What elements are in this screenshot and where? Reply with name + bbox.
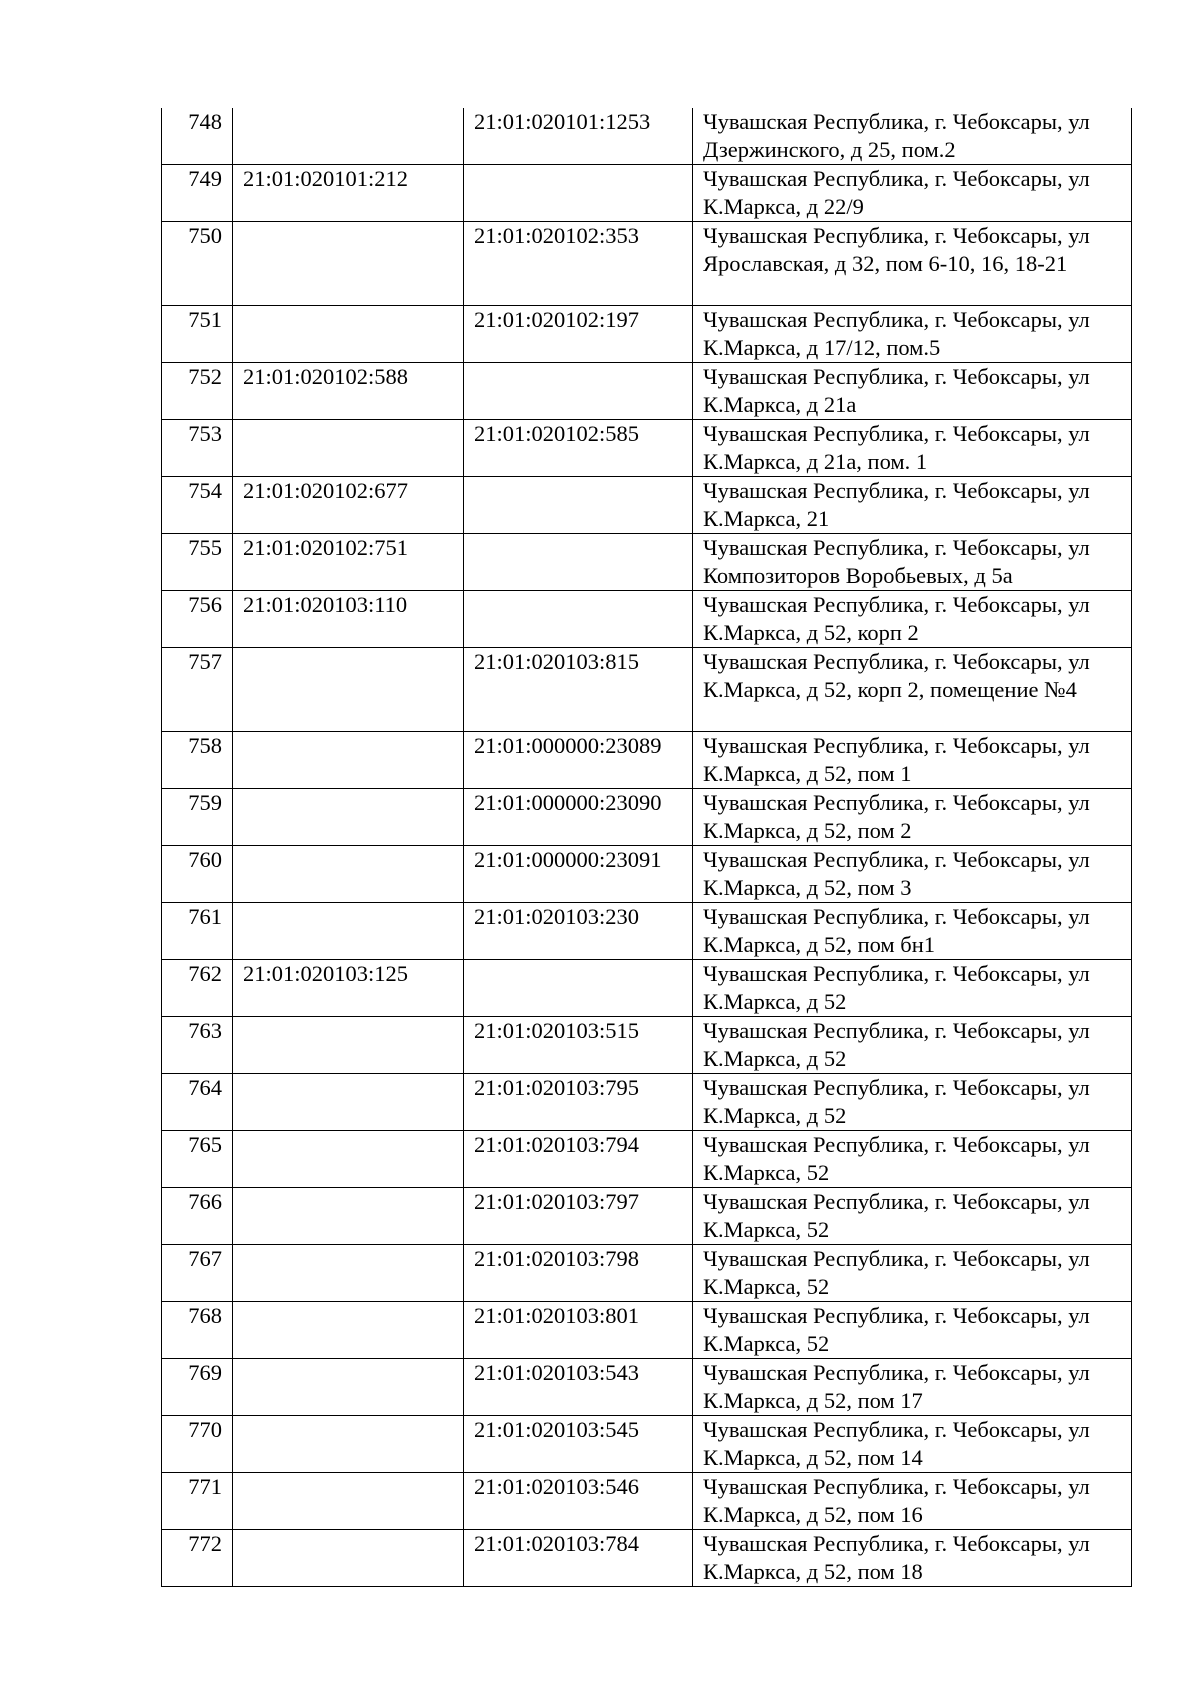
table-row [162,306,1132,363]
land-cadastral-number-cell [233,1188,464,1245]
land-cadastral-number-cell [233,1245,464,1302]
row-number-cell: 762 [162,960,233,1017]
land-cadastral-number-cell [233,1530,464,1587]
row-number-cell: 770 [162,1416,233,1473]
table-row [162,1416,1132,1473]
address-cell: Чувашская Республика, г. Чебоксары, ул К.Маркса, д 21а [693,363,1132,420]
object-cadastral-number-cell: 21:01:020103:794 [464,1131,693,1188]
address-cell: Чувашская Республика, г. Чебоксары, ул К.Маркса, д 21а, пом. 1 [693,420,1132,477]
land-cadastral-number-cell [233,903,464,960]
object-cadastral-number-cell: 21:01:020103:545 [464,1416,693,1473]
registry-table-body [162,108,1132,1587]
table-row [162,1245,1132,1302]
land-cadastral-number-cell [233,306,464,363]
object-cadastral-number-cell: 21:01:020103:784 [464,1530,693,1587]
table-row [162,1530,1132,1587]
table-row [162,222,1132,306]
row-number-cell: 766 [162,1188,233,1245]
row-number-cell: 748 [162,108,233,165]
address-cell: Чувашская Республика, г. Чебоксары, ул К.Маркса, д 52, пом 14 [693,1416,1132,1473]
object-cadastral-number-cell: 21:01:020101:1253 [464,108,693,165]
table-row [162,1074,1132,1131]
row-number-cell: 768 [162,1302,233,1359]
table-row [162,1017,1132,1074]
object-cadastral-number-cell: 21:01:000000:23089 [464,732,693,789]
table-row [162,960,1132,1017]
row-number-cell: 771 [162,1473,233,1530]
table-row [162,534,1132,591]
property-registry-table [161,108,1132,1587]
table-row [162,846,1132,903]
object-cadastral-number-cell [464,363,693,420]
land-cadastral-number-cell [233,1074,464,1131]
land-cadastral-number-cell: 21:01:020103:125 [233,960,464,1017]
object-cadastral-number-cell: 21:01:020103:815 [464,648,693,732]
address-cell: Чувашская Республика, г. Чебоксары, ул К.Маркса, 52 [693,1245,1132,1302]
table-row [162,1473,1132,1530]
row-number-cell: 761 [162,903,233,960]
land-cadastral-number-cell: 21:01:020101:212 [233,165,464,222]
row-number-cell: 752 [162,363,233,420]
table-row [162,1188,1132,1245]
table-row [162,903,1132,960]
land-cadastral-number-cell [233,846,464,903]
table-row [162,1302,1132,1359]
table-row [162,732,1132,789]
object-cadastral-number-cell: 21:01:000000:23091 [464,846,693,903]
address-cell: Чувашская Республика, г. Чебоксары, ул К.Маркса, д 52 [693,960,1132,1017]
row-number-cell: 750 [162,222,233,306]
address-cell: Чувашская Республика, г. Чебоксары, ул К.Маркса, д 52, пом 3 [693,846,1132,903]
table-row [162,420,1132,477]
row-number-cell: 769 [162,1359,233,1416]
address-cell: Чувашская Республика, г. Чебоксары, ул К.Маркса, д 52, корп 2 [693,591,1132,648]
land-cadastral-number-cell [233,222,464,306]
land-cadastral-number-cell [233,648,464,732]
row-number-cell: 759 [162,789,233,846]
address-cell: Чувашская Республика, г. Чебоксары, ул Дзержинского, д 25, пом.2 [693,108,1132,165]
object-cadastral-number-cell [464,960,693,1017]
address-cell: Чувашская Республика, г. Чебоксары, ул Композиторов Воробьевых, д 5а [693,534,1132,591]
row-number-cell: 763 [162,1017,233,1074]
land-cadastral-number-cell [233,1131,464,1188]
object-cadastral-number-cell: 21:01:000000:23090 [464,789,693,846]
row-number-cell: 749 [162,165,233,222]
address-cell: Чувашская Республика, г. Чебоксары, ул К.Маркса, д 22/9 [693,165,1132,222]
row-number-cell: 754 [162,477,233,534]
address-cell: Чувашская Республика, г. Чебоксары, ул К.Маркса, д 52, пом 2 [693,789,1132,846]
object-cadastral-number-cell: 21:01:020103:801 [464,1302,693,1359]
object-cadastral-number-cell: 21:01:020102:585 [464,420,693,477]
land-cadastral-number-cell [233,1359,464,1416]
table-row [162,108,1132,165]
land-cadastral-number-cell: 21:01:020102:588 [233,363,464,420]
address-cell: Чувашская Республика, г. Чебоксары, ул К.Маркса, д 52, корп 2, помещение №4 [693,648,1132,732]
table-row [162,1359,1132,1416]
row-number-cell: 755 [162,534,233,591]
land-cadastral-number-cell [233,789,464,846]
table-row [162,591,1132,648]
object-cadastral-number-cell: 21:01:020103:546 [464,1473,693,1530]
object-cadastral-number-cell: 21:01:020103:798 [464,1245,693,1302]
address-cell: Чувашская Республика, г. Чебоксары, ул Ярославская, д 32, пом 6-10, 16, 18-21 [693,222,1132,306]
object-cadastral-number-cell: 21:01:020103:515 [464,1017,693,1074]
table-row [162,1131,1132,1188]
row-number-cell: 767 [162,1245,233,1302]
row-number-cell: 751 [162,306,233,363]
address-cell: Чувашская Республика, г. Чебоксары, ул К.Маркса, д 52, пом бн1 [693,903,1132,960]
row-number-cell: 757 [162,648,233,732]
object-cadastral-number-cell: 21:01:020103:795 [464,1074,693,1131]
land-cadastral-number-cell [233,732,464,789]
object-cadastral-number-cell [464,591,693,648]
address-cell: Чувашская Республика, г. Чебоксары, ул К.Маркса, 52 [693,1302,1132,1359]
address-cell: Чувашская Республика, г. Чебоксары, ул К.Маркса, д 52 [693,1074,1132,1131]
land-cadastral-number-cell [233,1017,464,1074]
row-number-cell: 753 [162,420,233,477]
object-cadastral-number-cell: 21:01:020103:797 [464,1188,693,1245]
row-number-cell: 756 [162,591,233,648]
object-cadastral-number-cell [464,534,693,591]
land-cadastral-number-cell [233,1473,464,1530]
address-cell: Чувашская Республика, г. Чебоксары, ул К.Маркса, д 52, пом 1 [693,732,1132,789]
row-number-cell: 764 [162,1074,233,1131]
address-cell: Чувашская Республика, г. Чебоксары, ул К.Маркса, д 52, пом 18 [693,1530,1132,1587]
object-cadastral-number-cell: 21:01:020102:353 [464,222,693,306]
address-cell: Чувашская Республика, г. Чебоксары, ул К.Маркса, д 52, пом 17 [693,1359,1132,1416]
address-cell: Чувашская Республика, г. Чебоксары, ул К.Маркса, д 52 [693,1017,1132,1074]
object-cadastral-number-cell [464,477,693,534]
table-row [162,648,1132,732]
row-number-cell: 765 [162,1131,233,1188]
address-cell: Чувашская Республика, г. Чебоксары, ул К.Маркса, д 52, пом 16 [693,1473,1132,1530]
land-cadastral-number-cell [233,420,464,477]
address-cell: Чувашская Республика, г. Чебоксары, ул К.Маркса, д 17/12, пом.5 [693,306,1132,363]
land-cadastral-number-cell: 21:01:020102:677 [233,477,464,534]
table-row [162,789,1132,846]
object-cadastral-number-cell [464,165,693,222]
object-cadastral-number-cell: 21:01:020103:230 [464,903,693,960]
land-cadastral-number-cell: 21:01:020103:110 [233,591,464,648]
land-cadastral-number-cell [233,1416,464,1473]
row-number-cell: 760 [162,846,233,903]
table-row [162,363,1132,420]
land-cadastral-number-cell: 21:01:020102:751 [233,534,464,591]
table-row [162,165,1132,222]
object-cadastral-number-cell: 21:01:020102:197 [464,306,693,363]
address-cell: Чувашская Республика, г. Чебоксары, ул К.Маркса, 52 [693,1188,1132,1245]
address-cell: Чувашская Республика, г. Чебоксары, ул К.Маркса, 21 [693,477,1132,534]
row-number-cell: 758 [162,732,233,789]
land-cadastral-number-cell [233,108,464,165]
row-number-cell: 772 [162,1530,233,1587]
land-cadastral-number-cell [233,1302,464,1359]
object-cadastral-number-cell: 21:01:020103:543 [464,1359,693,1416]
address-cell: Чувашская Республика, г. Чебоксары, ул К.Маркса, 52 [693,1131,1132,1188]
table-row [162,477,1132,534]
